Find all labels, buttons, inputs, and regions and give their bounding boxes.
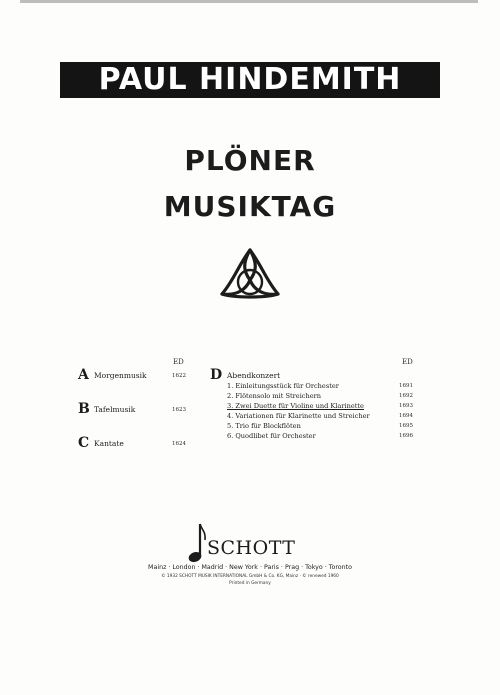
- publisher-cities: Mainz · London · Madrid · New York · Paris · Prag · Tokyo · Toronto: [148, 564, 352, 571]
- d-item-1: 1. Einleitungsstück für Orchester: [227, 382, 339, 390]
- ed-header-left: ED: [173, 358, 184, 366]
- composer-name: PAUL HINDEMITH: [98, 62, 402, 97]
- quarter-note-icon: [187, 522, 207, 566]
- d-item-2: 2. Flötensolo mit Streichern: [227, 392, 322, 400]
- section-name-a: Morgenmusik: [94, 371, 147, 380]
- section-name-d: Abendkonzert: [227, 371, 281, 380]
- d-item-6: 6. Quodlibet für Orchester: [227, 432, 316, 440]
- title-line-1: PLÖNER: [184, 144, 316, 177]
- section-ed-c: 1624: [172, 441, 186, 447]
- d-item-4: 4. Variationen für Klarinette und Streicher: [227, 412, 370, 420]
- d-item-3: 3. Zwei Duette für Violine und Klarinette: [227, 402, 364, 410]
- section-name-b: Tafelmusik: [94, 405, 136, 414]
- d-item-1-ed: 1691: [399, 383, 413, 389]
- publisher-name: SCHOTT: [207, 537, 296, 559]
- title-line-2: MUSIKTAG: [163, 190, 337, 223]
- d-item-2-ed: 1692: [399, 393, 413, 399]
- section-letter-c: C: [78, 435, 90, 451]
- publisher-copyright: © 1932 SCHOTT MUSIK INTERNATIONAL GmbH & Co. KG, Mainz · © renewed 1960: [161, 574, 339, 579]
- section-letter-a: A: [78, 367, 89, 383]
- d-item-5-ed: 1695: [399, 423, 413, 429]
- section-letter-d: D: [210, 367, 223, 383]
- d-item-6-ed: 1696: [399, 433, 413, 439]
- section-ed-b: 1623: [172, 407, 186, 413]
- d-item-5: 5. Trio für Blockflöten: [227, 422, 301, 430]
- printed-in-note: Printed in Germany: [229, 581, 271, 586]
- d-item-4-ed: 1694: [399, 413, 413, 419]
- ed-header-right: ED: [402, 358, 413, 366]
- d-item-3-ed: 1693: [399, 403, 413, 409]
- section-letter-b: B: [78, 401, 90, 417]
- section-name-c: Kantate: [94, 439, 124, 448]
- section-ed-a: 1622: [172, 373, 186, 379]
